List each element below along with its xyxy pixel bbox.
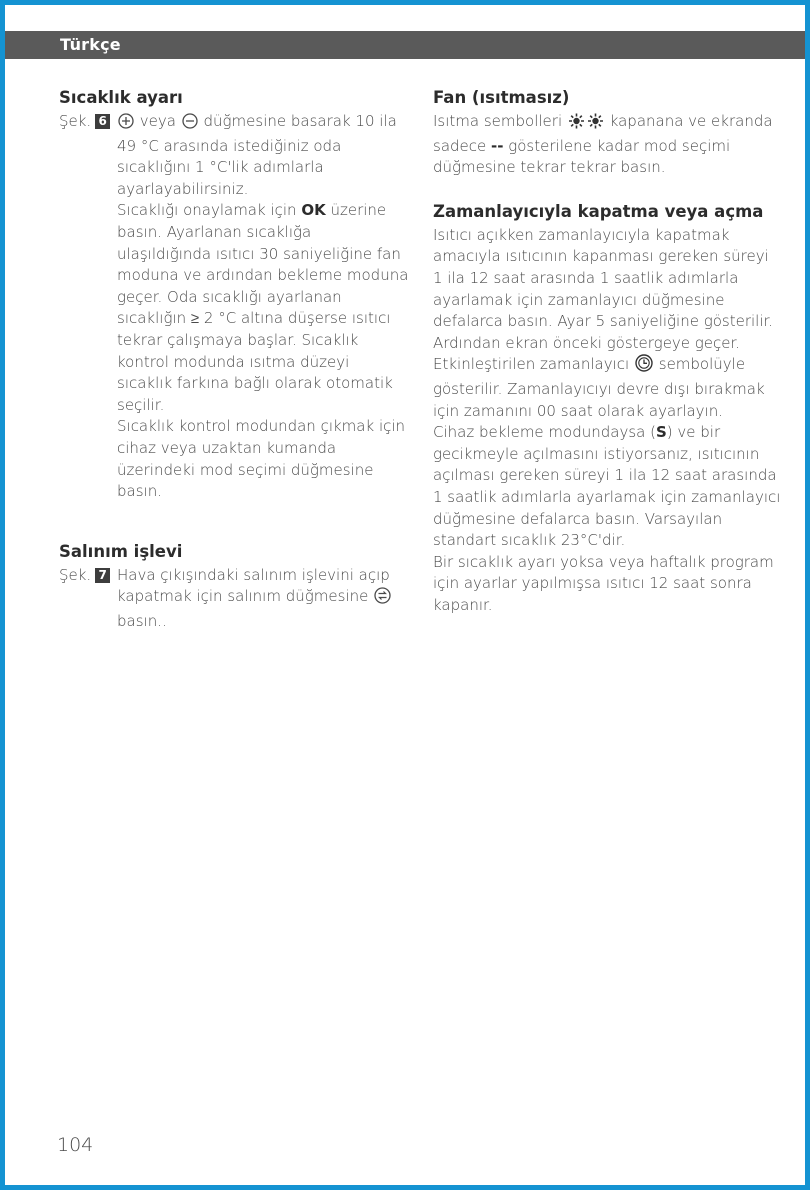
figure-ref-label: Şek.: [59, 112, 92, 130]
temperature-paragraph-1: [117, 111, 409, 200]
ok-key-label: OK: [301, 201, 326, 220]
oscillation-text-end: basın..: [117, 611, 167, 630]
timer-heading: Zamanlayıcıyla kapatma veya açma: [433, 201, 764, 221]
temperature-paragraph-3: Sıcaklık kontrol modundan çıkmak için cihaz veya uzaktan kumanda üzerindeki mod seçimi düğmesine basın.: [117, 417, 406, 501]
sun-icon: [587, 113, 604, 136]
oscillation-text: Hava çıkışındaki salınım işlevini açıp kapatmak için salınım düğmesine: [117, 565, 390, 606]
timer-standby-text-a: Cihaz bekleme modundaysa (: [433, 423, 656, 442]
timer-paragraph-2: [433, 422, 781, 552]
minus-circle-icon: [182, 113, 198, 136]
oscillation-step: [59, 565, 409, 633]
oscillation-icon: [374, 587, 391, 611]
figure-ref: [59, 111, 110, 133]
timer-icon: [635, 354, 653, 379]
timer-text-b: sembolüyle gösterilir. Zamanlayıcıyı devre dışı bırakmak için zamanını 00 saat olarak ayarlayın.: [433, 355, 765, 420]
temperature-paragraph-2: [117, 200, 409, 416]
standby-symbol: S: [655, 423, 667, 442]
dashes-symbol: --: [491, 136, 504, 155]
page-number: 104: [57, 1134, 94, 1156]
timer-paragraph-1: [433, 225, 781, 422]
fan-text-c: gösterilene kadar mod seçimi düğmesine tekrar tekrar basın.: [433, 136, 731, 177]
figure-number-badge: 6: [95, 114, 110, 129]
temperature-text-or: veya: [139, 112, 176, 130]
temperature-confirm-text: Sıcaklığı onaylamak için: [117, 201, 297, 220]
figure-ref: [59, 565, 110, 587]
plus-circle-icon: [118, 113, 134, 136]
right-column: [433, 87, 781, 616]
fan-heading: Fan (ısıtmasız): [433, 88, 570, 107]
figure-number-badge: 7: [95, 568, 110, 583]
temperature-heading: Sıcaklık ayarı: [59, 88, 183, 107]
oscillation-heading: Salınım işlevi: [59, 541, 183, 561]
fan-text-a: Isıtma sembolleri: [433, 112, 563, 130]
timer-text-a: Isıtıcı açıkken zamanlayıcıyla kapatmak amacıyla ısıtıcının kapanması gereken süreyi 1 ila 12 saat arasında 1 saatlik adımlarla ayarlamak için zamanlayıcı düğmesine defalarca basın. Ayar 5 saniyeliğine gösterilir. Ardından ekran önceki göstergeye geçer. Etkinleştirilen zamanlayıcı: [433, 225, 774, 374]
figure-ref-label: Şek.: [59, 565, 92, 584]
timer-standby-text-b: ) ve bir gecikmeyle açılmasını istiyorsanız, ısıtıcının açılması gereken süreyi 1 ila 12 saat arasında 1 saatlik adımlarla ayarlamak için zamanlayıcı düğmesine defalarca basın. Varsayılan standart sıcaklık 23°C'dir.: [433, 423, 781, 550]
left-column: [59, 87, 409, 632]
language-header-bar: [5, 31, 805, 59]
timer-paragraph-3: Bir sıcaklık ayarı yoksa veya haftalık program için ayarlar yapılmışsa ısıtıcı 12 saat sonra kapanır.: [433, 552, 774, 614]
temperature-text-range: düğmesine basarak 10 ila 49 °C arasında istediğiniz oda sıcaklığını 1 °C'lik adımlarla ayarlayabilirsiniz.: [117, 112, 397, 198]
temperature-confirm-rest: üzerine basın. Ayarlanan sıcaklığa ulaşıldığında ısıtıcı 30 saniyeliğine fan moduna ve ardından bekleme moduna geçer. Oda sıcaklığı ayarlanan sıcaklığın ≥ 2 °C altına düşerse ısıtıcı tekrar çalışmaya başlar. Sıcaklık kontrol modunda ısıtma düzeyi sıcaklık farkına bağlı olarak otomatik seçilir.: [117, 201, 409, 414]
temperature-step: [59, 111, 409, 503]
fan-paragraph: [433, 111, 781, 179]
oscillation-paragraph: [117, 565, 409, 633]
fan-text-b: kapanana ve ekranda sadece: [433, 112, 773, 155]
language-label: Türkçe: [60, 35, 121, 54]
sun-icon: [568, 113, 585, 136]
